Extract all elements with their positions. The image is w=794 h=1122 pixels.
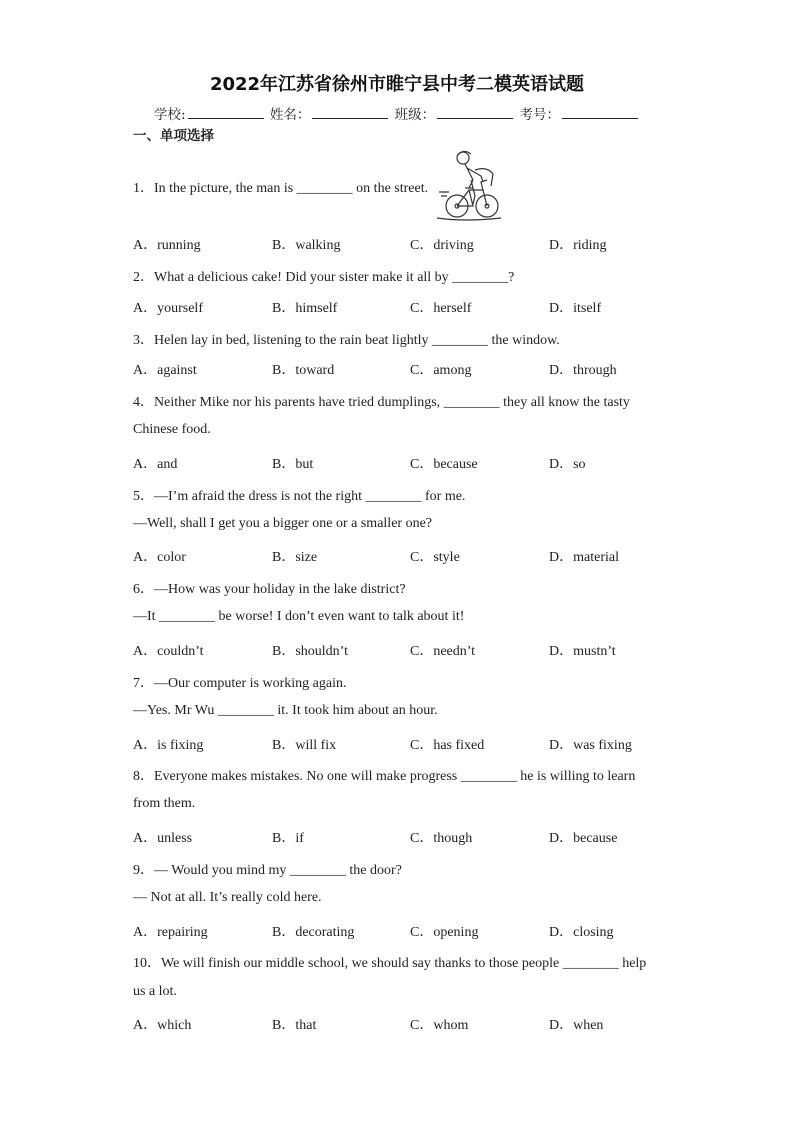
- question-stem-continued: from them.: [133, 796, 196, 811]
- question-stem-continued: —It ________ be worse! I don’t even want to talk about it!: [133, 609, 465, 624]
- answer-option[interactable]: A．yourself: [133, 301, 203, 316]
- answer-option[interactable]: D．mustn’t: [549, 644, 616, 659]
- answer-option[interactable]: C．has fixed: [410, 738, 485, 753]
- answer-option[interactable]: D．so: [549, 457, 586, 472]
- answer-option[interactable]: B．but: [272, 457, 314, 472]
- question-stem: 10．We will finish our middle school, we should say thanks to those people ________ help: [133, 956, 647, 971]
- question-stem-continued: — Not at all. It’s really cold here.: [133, 890, 322, 905]
- answer-option[interactable]: C．whom: [410, 1018, 469, 1033]
- answer-option[interactable]: D．because: [549, 831, 618, 846]
- answer-option[interactable]: A．against: [133, 363, 197, 378]
- question-stem-continued: —Yes. Mr Wu ________ it. It took him about an hour.: [133, 703, 438, 718]
- answer-option[interactable]: B．will fix: [272, 738, 337, 753]
- name-label: 姓名：: [269, 107, 311, 123]
- answer-option[interactable]: A．running: [133, 238, 201, 253]
- answer-option[interactable]: A．and: [133, 457, 178, 472]
- answer-option[interactable]: D．riding: [549, 238, 607, 253]
- answer-option[interactable]: C．because: [410, 457, 478, 472]
- page-title: 2022年江苏省徐州市睢宁县中考二模英语试题: [209, 74, 585, 95]
- question-stem: 1．In the picture, the man is ________ on the street.: [133, 181, 429, 196]
- answer-option[interactable]: B．that: [272, 1018, 317, 1033]
- answer-option[interactable]: A．repairing: [133, 925, 208, 940]
- answer-option[interactable]: C．driving: [410, 238, 474, 253]
- answer-option[interactable]: B．decorating: [272, 925, 355, 940]
- answer-option[interactable]: C．among: [410, 363, 472, 378]
- answer-option[interactable]: B．size: [272, 550, 318, 565]
- answer-option[interactable]: C．style: [410, 550, 460, 565]
- answer-option[interactable]: C．needn’t: [410, 644, 476, 659]
- answer-option[interactable]: D．when: [549, 1018, 604, 1033]
- class-label: 班级：: [394, 107, 436, 123]
- answer-option[interactable]: A．which: [133, 1018, 192, 1033]
- question-stem: 2．What a delicious cake! Did your sister make it all by ________?: [133, 270, 515, 285]
- student-info-line: [0, 103, 794, 123]
- answer-option[interactable]: D．was fixing: [549, 738, 632, 753]
- question-stem: 9．— Would you mind my ________ the door?: [133, 863, 402, 878]
- answer-option[interactable]: D．itself: [549, 301, 602, 316]
- question-stem: 4．Neither Mike nor his parents have tried dumplings, ________ they all know the tasty: [133, 395, 630, 410]
- answer-option[interactable]: B．toward: [272, 363, 335, 378]
- question-stem-continued: —Well, shall I get you a bigger one or a smaller one?: [133, 516, 432, 531]
- answer-option[interactable]: C．though: [410, 831, 473, 846]
- question-stem: 5．—I’m afraid the dress is not the right ________ for me.: [133, 489, 466, 504]
- cyclist-illustration: [435, 148, 503, 224]
- answer-option[interactable]: A．is fixing: [133, 738, 204, 753]
- question-stem: 3．Helen lay in bed, listening to the rain beat lightly ________ the window.: [133, 333, 560, 348]
- answer-option[interactable]: B．himself: [272, 301, 338, 316]
- answer-option[interactable]: A．unless: [133, 831, 193, 846]
- question-stem-continued: us a lot.: [133, 984, 177, 999]
- answer-option[interactable]: B．shouldn’t: [272, 644, 348, 659]
- number-label: 考号：: [519, 107, 560, 123]
- answer-option[interactable]: D．closing: [549, 925, 614, 940]
- answer-option[interactable]: A．couldn’t: [133, 644, 204, 659]
- school-blank[interactable]: [188, 106, 264, 119]
- name-blank[interactable]: [312, 106, 388, 119]
- answer-option[interactable]: D．material: [549, 550, 619, 565]
- question-stem-continued: Chinese food.: [133, 422, 211, 437]
- number-blank[interactable]: [562, 106, 638, 119]
- answer-option[interactable]: C．opening: [410, 925, 479, 940]
- class-blank[interactable]: [437, 106, 513, 119]
- answer-option[interactable]: D．through: [549, 363, 617, 378]
- section-heading: 一、单项选择: [133, 128, 214, 144]
- question-stem: 7．—Our computer is working again.: [133, 676, 347, 691]
- answer-option[interactable]: B．walking: [272, 238, 341, 253]
- school-label: 学校:: [154, 107, 186, 123]
- question-stem: 8．Everyone makes mistakes. No one will make progress ________ he is willing to learn: [133, 769, 636, 784]
- question-stem: 6．—How was your holiday in the lake district?: [133, 582, 406, 597]
- answer-option[interactable]: C．herself: [410, 301, 472, 316]
- answer-option[interactable]: B．if: [272, 831, 304, 846]
- answer-option[interactable]: A．color: [133, 550, 186, 565]
